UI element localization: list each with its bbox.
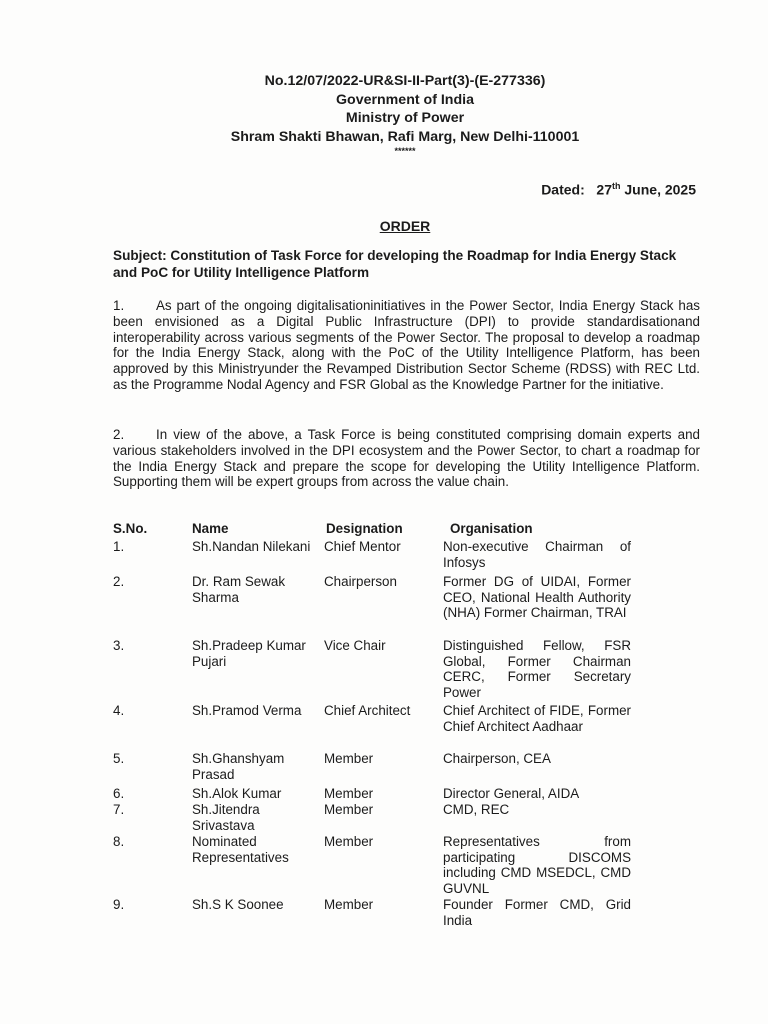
cell-sno: 3. <box>113 638 125 653</box>
cell-organisation: Director General, AIDA <box>443 786 580 801</box>
header-name: Name <box>192 521 229 536</box>
cell-sno: 7. <box>113 802 125 817</box>
cell-organisation: CMD, REC <box>443 802 510 817</box>
cell-organisation: Founder Former CMD, Grid India <box>443 897 631 928</box>
date-line <box>541 181 696 198</box>
cell-name: Nominated Representatives <box>192 834 289 865</box>
paragraph-number: 1. <box>113 298 125 313</box>
cell-designation: Member <box>324 802 374 817</box>
cell-sno: 4. <box>113 703 125 718</box>
cell-name: Sh.Pradeep Kumar Pujari <box>192 638 306 669</box>
cell-organisation: Chief Architect of FIDE, Former Chief Architect Aadhaar <box>443 703 631 734</box>
cell-name: Sh.S K Soonee <box>192 897 284 912</box>
cell-sno: 6. <box>113 786 125 801</box>
date-label: Dated: <box>541 181 585 198</box>
cell-designation: Vice Chair <box>324 638 386 653</box>
cell-designation: Member <box>324 786 374 801</box>
cell-name: Sh.Nandan Nilekani <box>192 539 311 554</box>
cell-name: Sh.Jitendra Srivastava <box>192 802 260 833</box>
cell-organisation: Non-executive Chairman of Infosys <box>443 539 631 570</box>
cell-sno: 9. <box>113 897 125 912</box>
cell-sno: 8. <box>113 834 125 849</box>
cell-name: Sh.Alok Kumar <box>192 786 282 801</box>
ministry-address: Shram Shakti Bhawan, Rafi Marg, New Delhi-110001 <box>230 128 580 145</box>
date-month-year: June, 2025 <box>624 181 696 198</box>
reference-number: No.12/07/2022-UR&SI-II-Part(3)-(E-277336) <box>264 73 546 89</box>
ministry-name: Ministry of Power <box>345 110 465 126</box>
cell-designation: Chairperson <box>324 574 397 589</box>
order-title: ORDER <box>379 218 431 234</box>
cell-sno: 5. <box>113 751 125 766</box>
paragraph-2 <box>113 427 700 490</box>
cell-name: Dr. Ram Sewak Sharma <box>192 574 286 605</box>
cell-organisation: Distinguished Fellow, FSR Global, Former Chairman CERC, Former Secretary Power <box>443 638 631 700</box>
date-suffix: th <box>612 181 621 191</box>
header-organisation: Organisation <box>450 521 533 536</box>
letter-header <box>0 72 768 156</box>
header-sno: S.No. <box>113 521 148 536</box>
cell-organisation: Representatives from participating DISCOMS including CMD MSEDCL, CMD GUVNL <box>443 834 631 896</box>
government-name: Government of India <box>336 91 474 108</box>
paragraph-text: In view of the above, a Task Force is being constituted comprising domain experts and various stakeholders involved in the DPI ecosystem and the Power Sector, to chart a roadmap for the India Energy Stack and prepare the scope for developing the Utility Intelligence Platform. Supporting them will be expert groups from across the value chain. <box>113 427 700 490</box>
cell-designation: Chief Architect <box>324 703 411 718</box>
cell-sno: 1. <box>113 539 125 554</box>
subject-line: Subject: Constitution of Task Force for developing the Roadmap for India Energy Stack and PoC for Utility Intelligence Platform <box>113 248 677 280</box>
cell-sno: 2. <box>113 574 125 589</box>
cell-designation: Member <box>324 897 374 912</box>
header-separator: ****** <box>394 146 416 156</box>
paragraph-number: 2. <box>113 427 125 442</box>
cell-designation: Member <box>324 751 374 766</box>
header-designation: Designation <box>326 521 403 536</box>
paragraph-1 <box>113 298 700 393</box>
cell-designation: Member <box>324 834 374 849</box>
paragraph-text: As part of the ongoing digitalisationinitiatives in the Power Sector, India Energy Stack has been envisioned as a Digital Public Infrastructure (DPI) to provide standardisationand interoperability across various segments of the Power Sector. The proposal to develop a roadmap for the India Energy Stack, along with the PoC of the Utility Intelligence Platform, has been approved by this Ministryunder the Revamped Distribution Sector Scheme (RDSS) with REC Ltd. as the Programme Nodal Agency and FSR Global as the Knowledge Partner for the initiative. <box>113 298 700 392</box>
cell-name: Sh.Ghanshyam Prasad <box>192 751 285 782</box>
cell-organisation: Chairperson, CEA <box>443 751 551 766</box>
date-day: 27 <box>596 181 612 198</box>
cell-organisation: Former DG of UIDAI, Former CEO, National Health Authority (NHA) Former Chairman, TRAI <box>443 574 631 620</box>
cell-designation: Chief Mentor <box>324 539 401 554</box>
cell-name: Sh.Pramod Verma <box>192 703 302 718</box>
